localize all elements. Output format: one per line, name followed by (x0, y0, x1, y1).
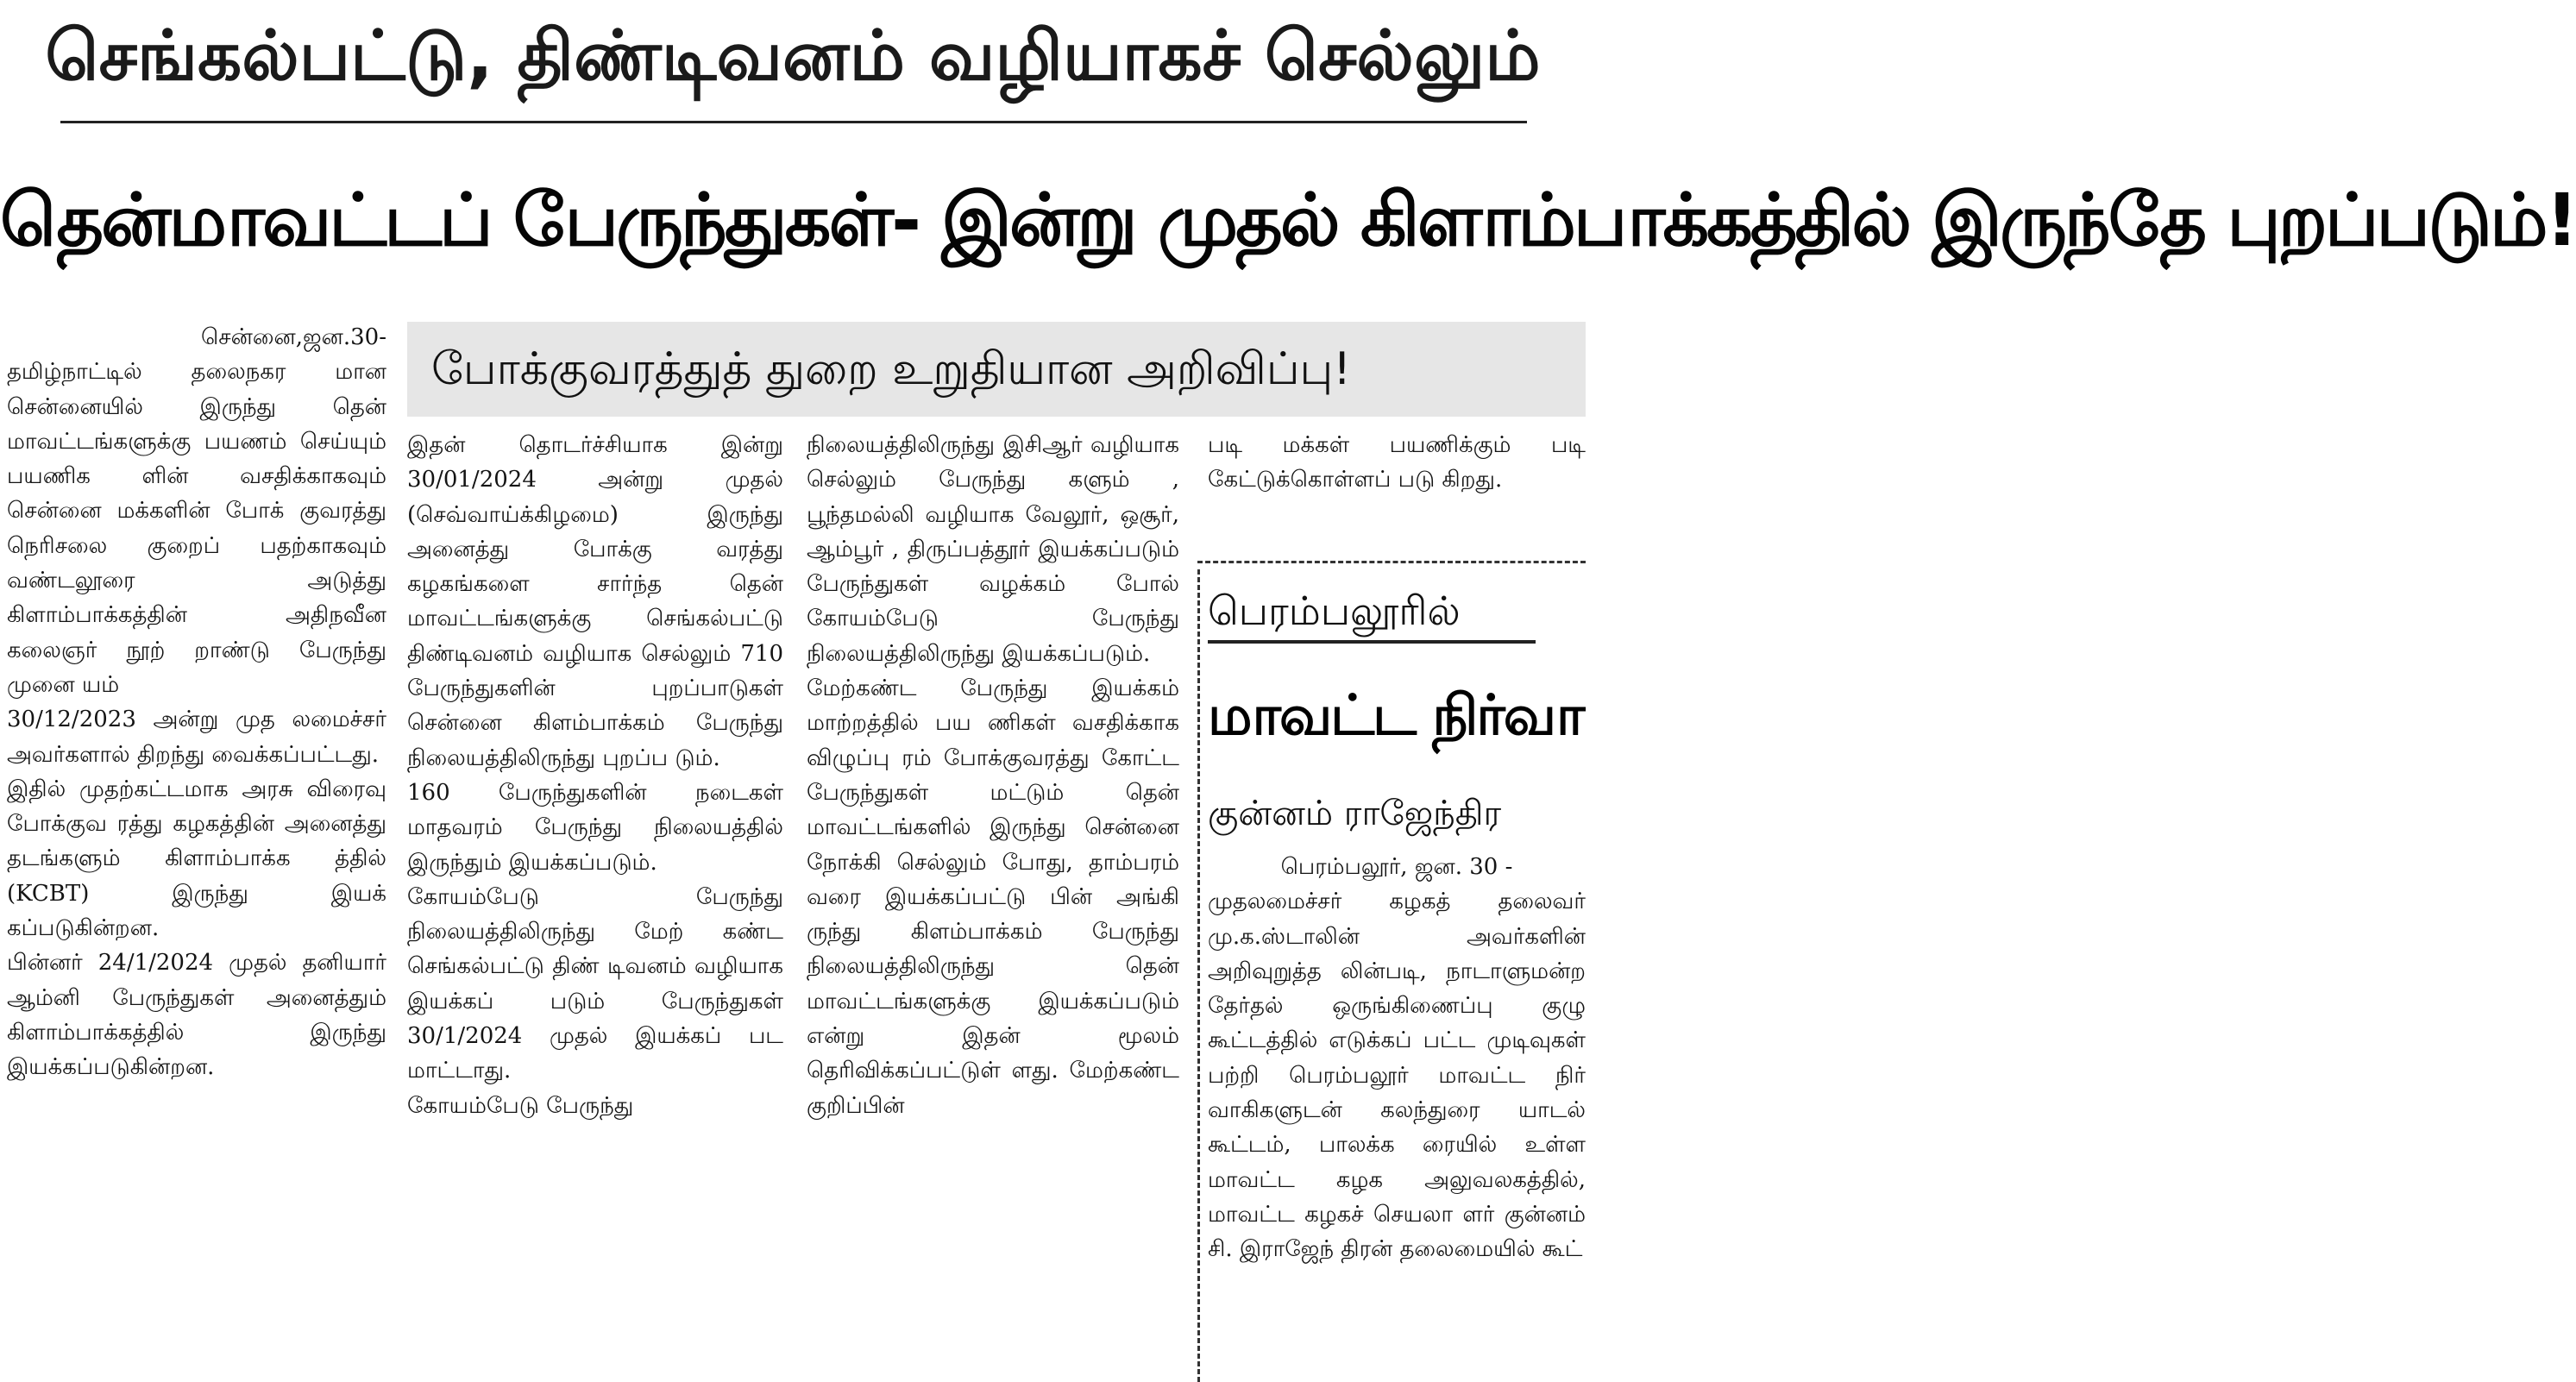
kicker-rule (60, 121, 1527, 123)
subheading-banner: போக்குவரத்துத் துறை உறுதியான அறிவிப்பு! (407, 322, 1586, 417)
side-dateline: பெரம்பலூர், ஜன. 30 - (1280, 854, 1513, 880)
side-story-headline: மாவட்ட நிர்வா (1208, 684, 1584, 748)
article-column-4 (1208, 428, 1586, 498)
side-story-byline: குன்னம் ராஜேந்திர (1208, 794, 1502, 833)
paragraph: கோயம்பேடு பேருந்து (407, 1092, 634, 1119)
paragraph: நிலையத்திலிருந்து இசிஆர் வழியாக செல்லும் பேருந்து களும் , பூந்தமல்லி வழியாக வேலூர், ஒசூர், ஆம்பூர் , திருப்பத்தூர் இயக்கப்படும் பேருந்துகள் வழக்கம் போல் கோயம்பேடு பேருந்து நிலையத்திலிருந்து இயக்கப்படும். (807, 432, 1179, 667)
side-box-top-border (1197, 561, 1586, 563)
side-kicker-underline (1208, 640, 1536, 644)
main-headline: தென்மாவட்டப் பேருந்துகள்- இன்று முதல் கிளாம்பாக்கத்தில் இருந்தே புறப்படும்! (0, 178, 2576, 262)
paragraph: கோயம்பேடு பேருந்து நிலையத்திலிருந்து மேற் கண்ட செங்கல்பட்டு திண் டிவனம் வழியாக இயக்கப் படும் பேருந்துகள் 30/1/2024 முதல் இயக்கப் பட மாட்டாது. (407, 883, 783, 1084)
article-column-2 (407, 428, 783, 1123)
dateline: சென்னை,ஜன.30- (201, 324, 386, 350)
article-column-1 (7, 320, 386, 1085)
side-story-kicker: பெரம்பலூரில் (1208, 587, 1461, 634)
paragraph: பின்னர் 24/1/2024 முதல் தனியார் ஆம்னி பேருந்துகள் அனைத்தும் கிளாம்பாக்கத்தில் இருந்து இயக்கப்படுகின்றன. (7, 950, 386, 1081)
paragraph: படி மக்கள் பயணிக்கும் படி கேட்டுக்கொள்ளப் படு கிறது. (1208, 432, 1586, 493)
paragraph: இதில் முதற்கட்டமாக அரசு விரைவு போக்குவ ரத்து கழகத்தின் அனைத்து தடங்களும் கிளாம்பாக்க த்தில் (KCBT) இருந்து இயக் கப்படுகின்றன. (7, 776, 386, 942)
paragraph: மேற்கண்ட பேருந்து இயக்கம் மாற்றத்தில் பய ணிகள் வசதிக்காக விழுப்பு ரம் போக்குவரத்து கோட்ட பேருந்துகள் மட்டும் தென் மாவட்டங்களில் இருந்து சென்னை நோக்கி செல்லும் போது, தாம்பரம் வரை இயக்கப்பட்டு பின் அங்கி ருந்து கிளம்பாக்கம் பேருந்து நிலையத்திலிருந்து தென் மாவட்டங்களுக்கு இயக்கப்படும் என்று இதன் மூலம் தெரிவிக்கப்பட்டுள் ளது. மேற்கண்ட குறிப்பின் (807, 675, 1179, 1119)
paragraph: முதலமைச்சர் கழகத் தலைவர் மு.க.ஸ்டாலின் அவர்களின் அறிவுறுத்த லின்படி, நாடாளுமன்ற தேர்தல் ஒருங்கிணைப்பு குழு கூட்டத்தில் எடுக்கப் பட்ட முடிவுகள் பற்றி பெரம்பலூர் மாவட்ட நிர் வாகிகளுடன் கலந்துரை யாடல் கூட்டம், பாலக்க ரையில் உள்ள மாவட்ட கழக அலுவலகத்தில், மாவட்ட கழகச் செயலா ளர் குன்னம் சி. இராஜேந் திரன் தலைமையில் கூட் (1208, 889, 1586, 1263)
paragraph: 160 பேருந்துகளின் நடைகள் மாதவரம் பேருந்து நிலையத்தில் இருந்தும் இயக்கப்படும். (407, 779, 783, 876)
paragraph: 30/12/2023 அன்று முத லமைச்சர் அவர்களால் திறந்து வைக்கப்பட்டது. (7, 707, 386, 768)
side-story-body (1208, 850, 1586, 1267)
paragraph: தமிழ்நாட்டில் தலைநகர மான சென்னையில் இருந்து தென் மாவட்டங்களுக்கு பயணம் செய்யும் பயணிக ளின் வசதிக்காகவும் சென்னை மக்களின் போக் குவரத்து நெரிசலை குறைப் பதற்காகவும் வண்டலூரை அடுத்து கிளாம்பாக்கத்தின் அதிநவீன கலைஞர் நூற் றாண்டு பேருந்து முனை யம் (7, 359, 386, 698)
kicker-line: செங்கல்பட்டு, திண்டிவனம் வழியாகச் செல்லும் (45, 16, 1541, 96)
paragraph: இதன் தொடர்ச்சியாக இன்று 30/01/2024 அன்று முதல் (செவ்வாய்க்கிழமை) இருந்து அனைத்து போக்கு வரத்து கழகங்களை சார்ந்த தென் மாவட்டங்களுக்கு செங்கல்பட்டு திண்டிவனம் வழியாக செல்லும் 710 பேருந்துகளின் புறப்பாடுகள் சென்னை கிளம்பாக்கம் பேருந்து நிலையத்திலிருந்து புறப்ப டும். (407, 432, 783, 771)
article-column-3 (807, 428, 1179, 1123)
side-box-left-border (1197, 569, 1200, 1382)
